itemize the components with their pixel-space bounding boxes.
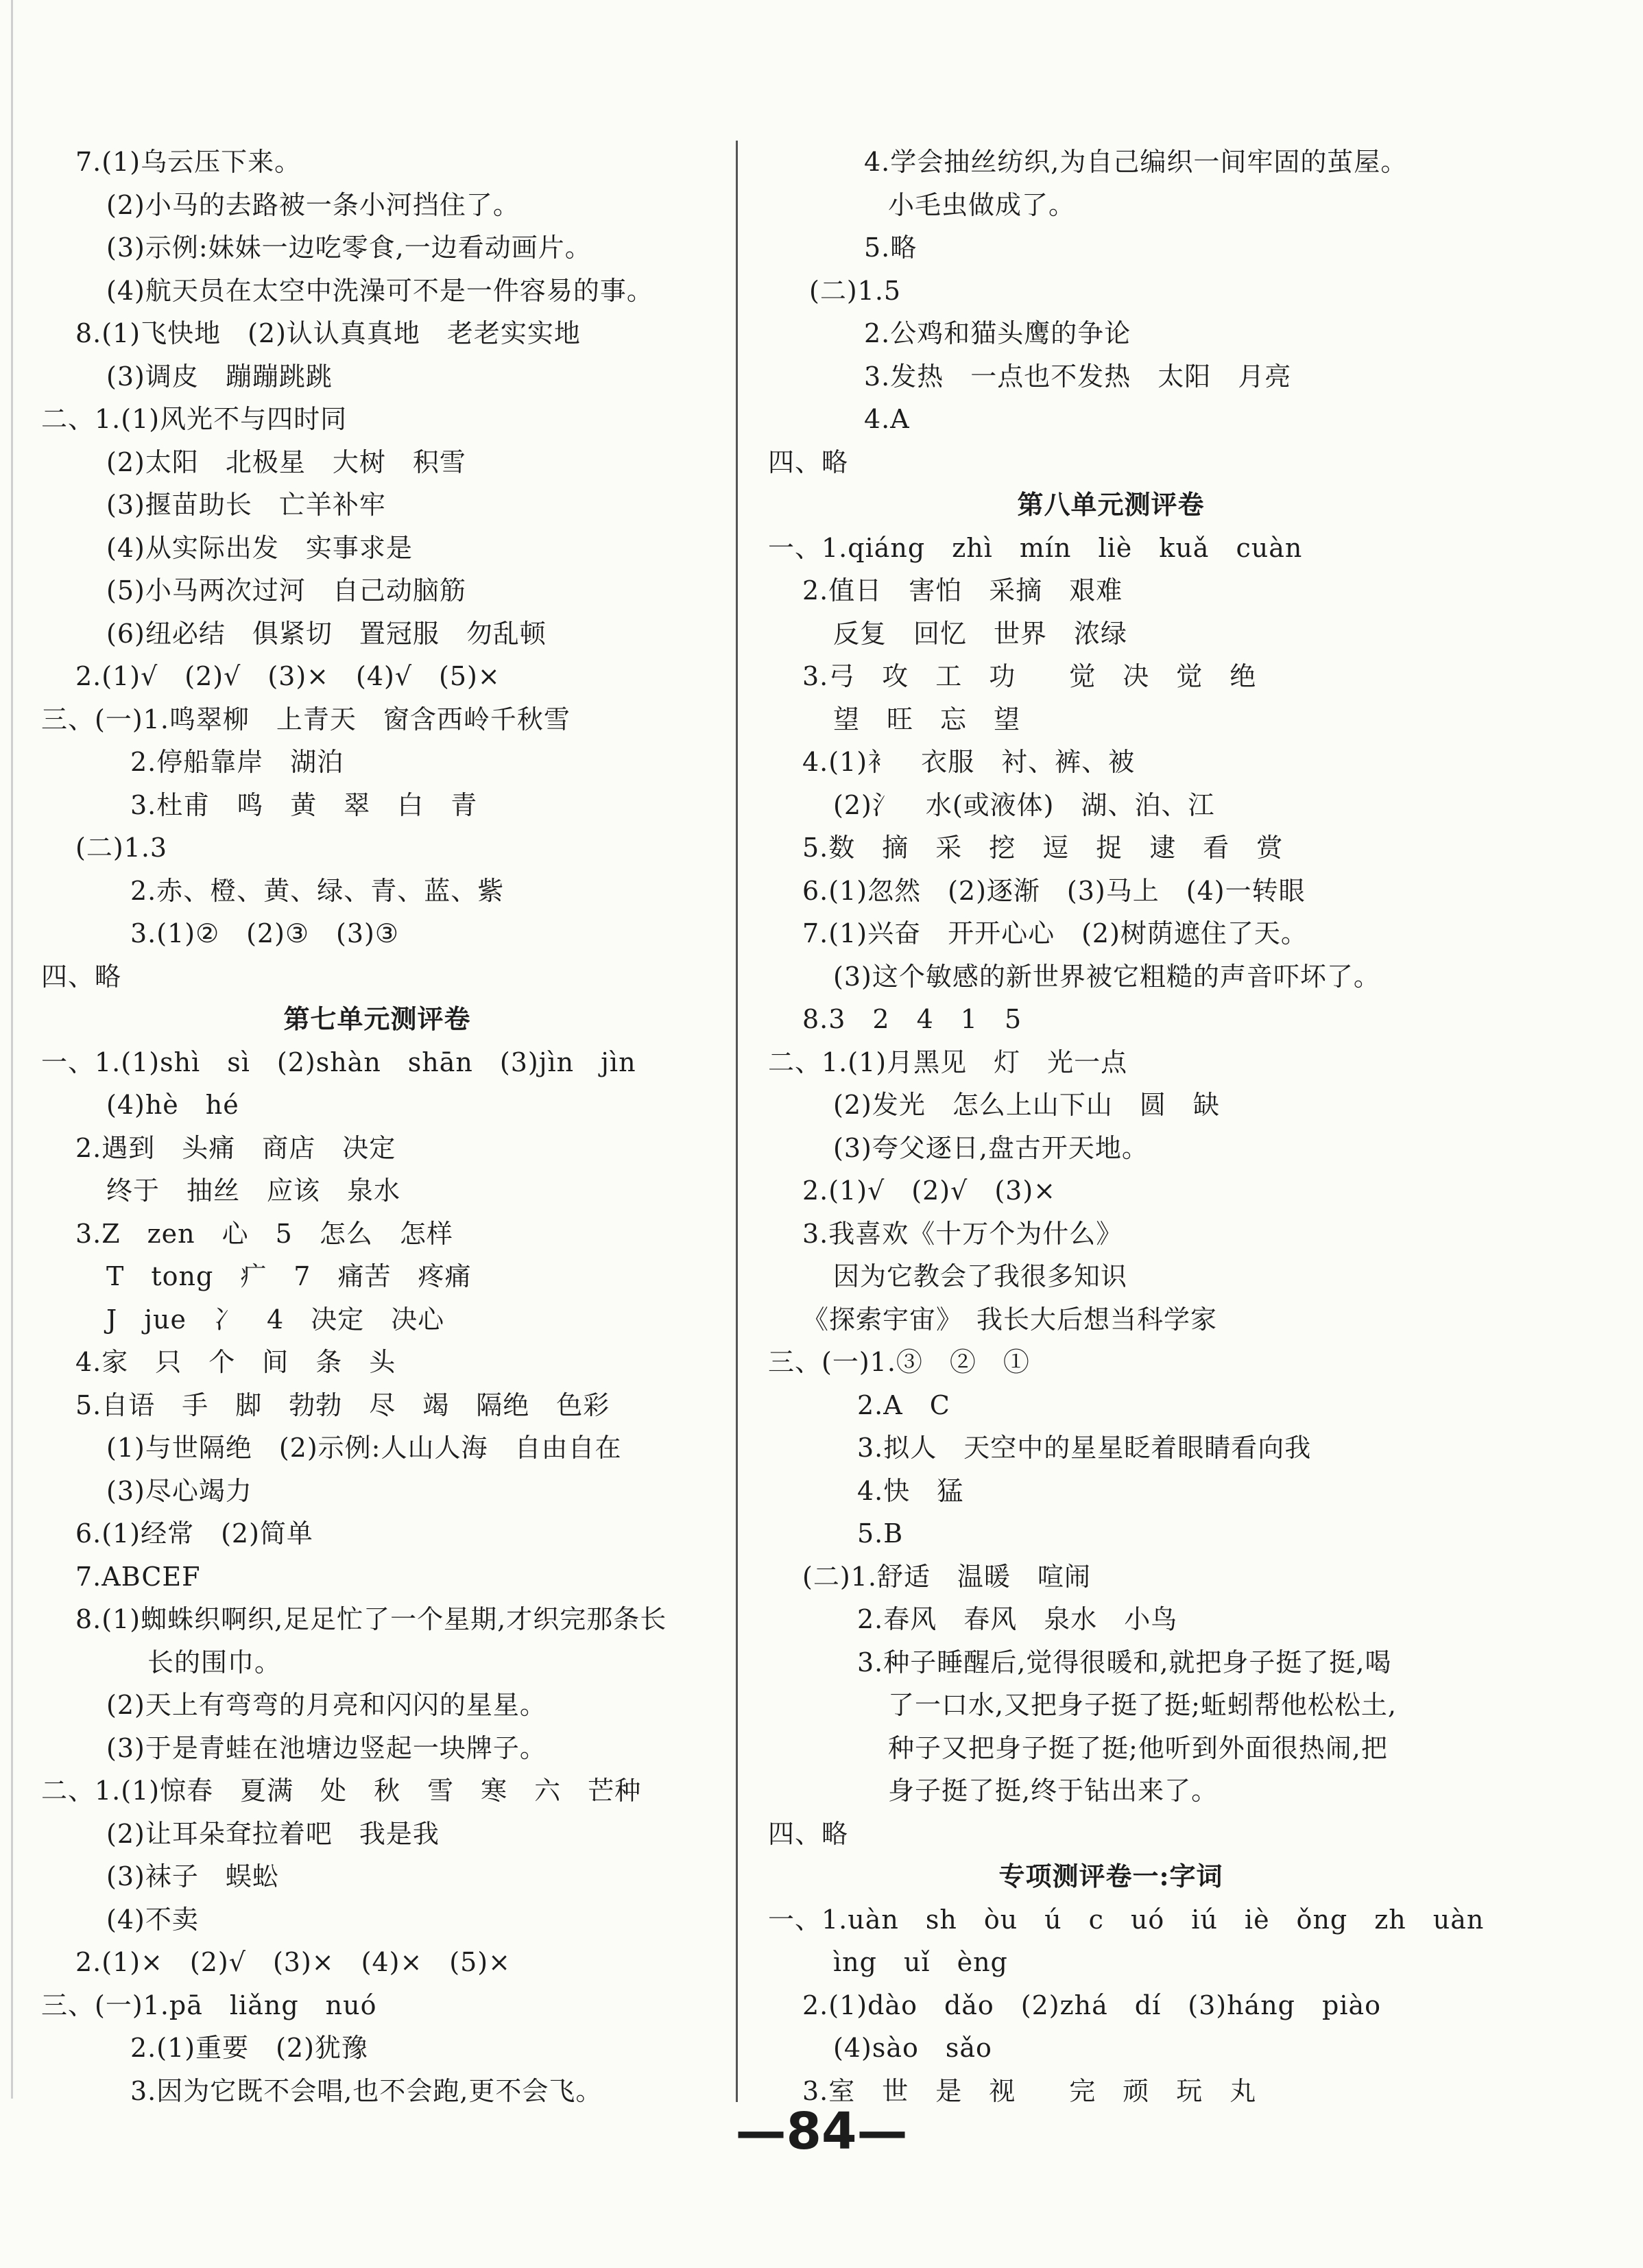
answer-line: 3.因为它既不会唱,也不会跑,更不会飞。 xyxy=(130,2075,603,2106)
page-number: —84— xyxy=(735,2102,908,2161)
answer-line: (二)1.3 xyxy=(75,833,168,863)
answer-line: 一、1.(1)shì sì (2)shàn shān (3)jìn jìn xyxy=(41,1047,636,1077)
answer-line: (4)从实际出发 实事求是 xyxy=(106,532,413,563)
answer-line: 2.(1)√ (2)√ (3)× xyxy=(802,1175,1057,1206)
answer-line: 2.公鸡和猫头鹰的争论 xyxy=(864,318,1131,348)
answer-line: 5.数 摘 采 挖 逗 捉 逮 看 赏 xyxy=(802,833,1284,863)
answer-line: 一、1.qiáng zhì mín liè kuǎ cuàn xyxy=(768,532,1303,563)
answer-line: 2.值日 害怕 采摘 艰难 xyxy=(802,575,1123,606)
answer-line: 2.遇到 头痛 商店 决定 xyxy=(75,1132,396,1163)
answer-line: 2.(1)dào dǎo (2)zhá dí (3)háng piào xyxy=(802,1990,1382,2020)
answer-line: 4.家 只 个 间 条 头 xyxy=(75,1347,396,1377)
answer-line: 8.3 2 4 1 5 xyxy=(802,1004,1022,1034)
answer-line: 终于 抽丝 应该 泉水 xyxy=(106,1175,401,1206)
answer-line: (4)不卖 xyxy=(106,1904,199,1935)
answer-line: 3.杜甫 鸣 黄 翠 白 青 xyxy=(130,789,478,820)
answer-line: (二)1.5 xyxy=(809,275,902,306)
answer-line: 三、(一)1.鸣翠柳 上青天 窗含西岭千秋雪 xyxy=(41,704,571,735)
answer-line: 2.(1)重要 (2)犹豫 xyxy=(130,2033,368,2063)
answer-line: 4.快 猛 xyxy=(857,1475,964,1506)
answer-line: 3.发热 一点也不发热 太阳 月亮 xyxy=(864,361,1292,392)
answer-line: 7.(1)兴奋 开开心心 (2)树荫遮住了天。 xyxy=(802,918,1308,948)
answer-line: (3)示例:妹妹一边吃零食,一边看动画片。 xyxy=(106,232,592,263)
answer-line: J jue 冫 4 决定 决心 xyxy=(106,1304,445,1335)
answer-line: 一、1.uàn sh òu ú c uó iú iè ǒng zh uàn xyxy=(768,1904,1485,1935)
answer-line: 二、1.(1)月黑见 灯 光一点 xyxy=(768,1047,1128,1077)
answer-line: 8.(1)蜘蛛织啊织,足足忙了一个星期,才织完那条长 xyxy=(75,1604,667,1634)
answer-line: 3.我喜欢《十万个为什么》 xyxy=(802,1218,1123,1249)
answer-line: 5.B xyxy=(857,1518,904,1549)
answer-line: 3.种子睡醒后,觉得很暖和,就把身子挺了挺,喝 xyxy=(857,1647,1392,1678)
answer-line: 四、略 xyxy=(768,1818,849,1849)
answer-line: 《探索宇宙》 我长大后想当科学家 xyxy=(802,1304,1218,1335)
answer-line: 了一口水,又把身子挺了挺;蚯蚓帮他松松土, xyxy=(888,1690,1397,1720)
answer-line: 8.(1)飞快地 (2)认认真真地 老老实实地 xyxy=(75,318,581,348)
answer-line: (3)夸父逐日,盘古开天地。 xyxy=(833,1132,1149,1163)
answer-line: 长的围巾。 xyxy=(147,1647,282,1678)
answer-line: 4.学会抽丝纺织,为自己编织一间牢固的茧屋。 xyxy=(864,147,1408,177)
answer-line: 3.(1)② (2)③ (3)③ xyxy=(130,918,399,948)
answer-line: (3)袜子 蜈蚣 xyxy=(106,1861,279,1891)
answer-line: 身子挺了挺,终于钻出来了。 xyxy=(888,1776,1219,1806)
answer-line: 6.(1)忽然 (2)逐渐 (3)马上 (4)一转眼 xyxy=(802,875,1306,906)
answer-line: 2.春风 春风 泉水 小鸟 xyxy=(857,1604,1178,1634)
answer-line: 2.A C xyxy=(857,1389,950,1420)
answer-line: 二、1.(1)惊春 夏满 处 秋 雪 寒 六 芒种 xyxy=(41,1776,642,1806)
answer-line: 3.室 世 是 视 完 顽 玩 丸 xyxy=(802,2075,1257,2106)
answer-line: 5.自语 手 脚 勃勃 尽 竭 隔绝 色彩 xyxy=(75,1389,610,1420)
right-column xyxy=(761,141,1485,2112)
answer-line: (1)与世隔绝 (2)示例:人山人海 自由自在 xyxy=(106,1433,622,1463)
section-heading: 第七单元测评卷 xyxy=(283,1003,471,1034)
answer-line: 三、(一)1.pā liǎng nuó xyxy=(41,1990,377,2020)
answer-line: 望 旺 忘 望 xyxy=(833,704,1021,735)
answer-line: 二、1.(1)风光不与四时同 xyxy=(41,404,348,434)
answer-line: (3)这个敏感的新世界被它粗糙的声音吓坏了。 xyxy=(833,961,1380,992)
answer-line: 2.(1)√ (2)√ (3)× (4)√ (5)× xyxy=(75,661,501,691)
section-heading: 专项测评卷一:字词 xyxy=(998,1861,1223,1891)
answer-line: (2)氵 水(或液体) 湖、泊、江 xyxy=(833,789,1215,820)
answer-line: 2.停船靠岸 湖泊 xyxy=(130,747,344,777)
answer-line: 5.略 xyxy=(864,232,918,263)
answer-line: (4)航天员在太空中洗澡可不是一件容易的事。 xyxy=(106,275,653,306)
column-divider xyxy=(736,141,738,2102)
answer-line: 3.弓 攻 工 功 觉 决 觉 绝 xyxy=(802,661,1257,691)
answer-line: (5)小马两次过河 自己动脑筋 xyxy=(106,575,466,606)
answer-line: 7.(1)乌云压下来。 xyxy=(75,147,302,177)
left-column xyxy=(27,141,727,2112)
answer-line: (3)尽心竭力 xyxy=(106,1475,252,1506)
answer-line: (6)纽必结 俱紧切 置冠服 勿乱顿 xyxy=(106,618,547,649)
answer-line: (3)揠苗助长 亡羊补牢 xyxy=(106,490,386,520)
answer-line: (二)1.舒适 温暖 喧闹 xyxy=(802,1561,1091,1592)
answer-line: 3.Z zen 心 5 怎么 怎样 xyxy=(75,1218,453,1249)
answer-line: 种子又把身子挺了挺;他听到外面很热闹,把 xyxy=(888,1732,1388,1763)
answer-line: (2)发光 怎么上山下山 圆 缺 xyxy=(833,1090,1220,1120)
answer-line: (4)hè hé xyxy=(106,1090,239,1120)
answer-line: 四、略 xyxy=(768,446,849,477)
answer-line: 2.赤、橙、黄、绿、青、蓝、紫 xyxy=(130,875,505,906)
answer-line: 4.(1)衤 衣服 衬、裤、被 xyxy=(802,747,1136,777)
answer-line: (2)小马的去路被一条小河挡住了。 xyxy=(106,189,520,220)
answer-line: T tong 疒 7 痛苦 疼痛 xyxy=(106,1261,472,1291)
answer-line: (2)太阳 北极星 大树 积雪 xyxy=(106,446,466,477)
answer-line: 2.(1)× (2)√ (3)× (4)× (5)× xyxy=(75,1947,511,1977)
page-edge xyxy=(11,0,13,2099)
answer-line: 四、略 xyxy=(41,961,122,992)
answer-line: 反复 回忆 世界 浓绿 xyxy=(833,618,1128,649)
answer-line: (4)sào sǎo xyxy=(833,2033,992,2063)
answer-line: 7.ABCEF xyxy=(75,1561,201,1592)
answer-line: 小毛虫做成了。 xyxy=(888,189,1076,220)
answer-line: ìng uǐ èng xyxy=(833,1947,1008,1977)
answer-line: (3)调皮 蹦蹦跳跳 xyxy=(106,361,333,392)
section-heading: 第八单元测评卷 xyxy=(1017,489,1205,520)
answer-line: 三、(一)1.③ ② ① xyxy=(768,1347,1030,1377)
answer-line: 3.拟人 天空中的星星眨着眼睛看向我 xyxy=(857,1433,1312,1463)
answer-line: 4.A xyxy=(864,404,910,434)
answer-line: (2)让耳朵耷拉着吧 我是我 xyxy=(106,1818,440,1849)
answer-line: (2)天上有弯弯的月亮和闪闪的星星。 xyxy=(106,1690,547,1720)
answer-line: (3)于是青蛙在池塘边竖起一块牌子。 xyxy=(106,1732,547,1763)
answer-line: 因为它教会了我很多知识 xyxy=(833,1261,1128,1291)
answer-line: 6.(1)经常 (2)简单 xyxy=(75,1518,313,1549)
